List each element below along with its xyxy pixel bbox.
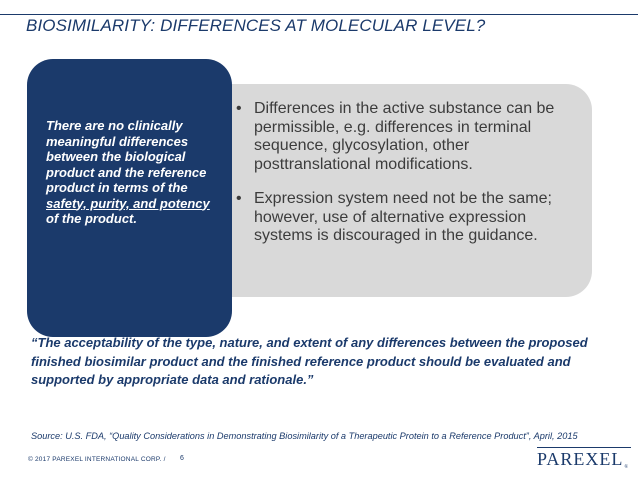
parexel-logo <box>537 449 629 470</box>
bullet-list <box>236 100 578 262</box>
copyright-footer: © 2017 PAREXEL INTERNATIONAL CORP. / <box>28 456 166 463</box>
logo-text: PAREXEL <box>537 449 624 469</box>
page-number: 6 <box>180 455 184 462</box>
logo-registered-mark: ® <box>624 465 630 470</box>
bullet-text: Differences in the active substance can be permissible, e.g. differences in terminal sequence, glycosylation, other posttranslational modifications. <box>254 100 555 173</box>
bullet-symbol: • <box>236 100 242 117</box>
guidance-quote: “The acceptability of the type, nature, and extent of any differences between the proposed finished biosimilar product and the finished reference product should be evaluated and supported by appropriate data and rationale.” <box>31 335 588 387</box>
slide-title: BIOSIMILARITY: DIFFERENCES AT MOLECULAR LEVEL? <box>26 16 486 35</box>
title-rule <box>0 14 638 15</box>
callout-text-start: There are no clinically meaningful differences between the biological product and the reference product in terms of the <box>46 118 207 195</box>
callout-text-end: of the product. <box>46 211 137 226</box>
source-citation: Source: U.S. FDA, “Quality Considerations in Demonstrating Biosimilarity of a Therapeutic Protein to a Reference Product”, April, 2015 <box>31 431 578 441</box>
bullet-item <box>236 100 578 174</box>
bullet-item <box>236 190 578 246</box>
bullet-text: Expression system need not be the same; however, use of alternative expression systems is discouraged in the guidance. <box>254 190 552 244</box>
logo-rule <box>537 447 631 448</box>
bullet-symbol: • <box>236 190 242 207</box>
callout-text <box>46 118 222 227</box>
callout-text-underlined: safety, purity, and potency <box>46 195 210 211</box>
